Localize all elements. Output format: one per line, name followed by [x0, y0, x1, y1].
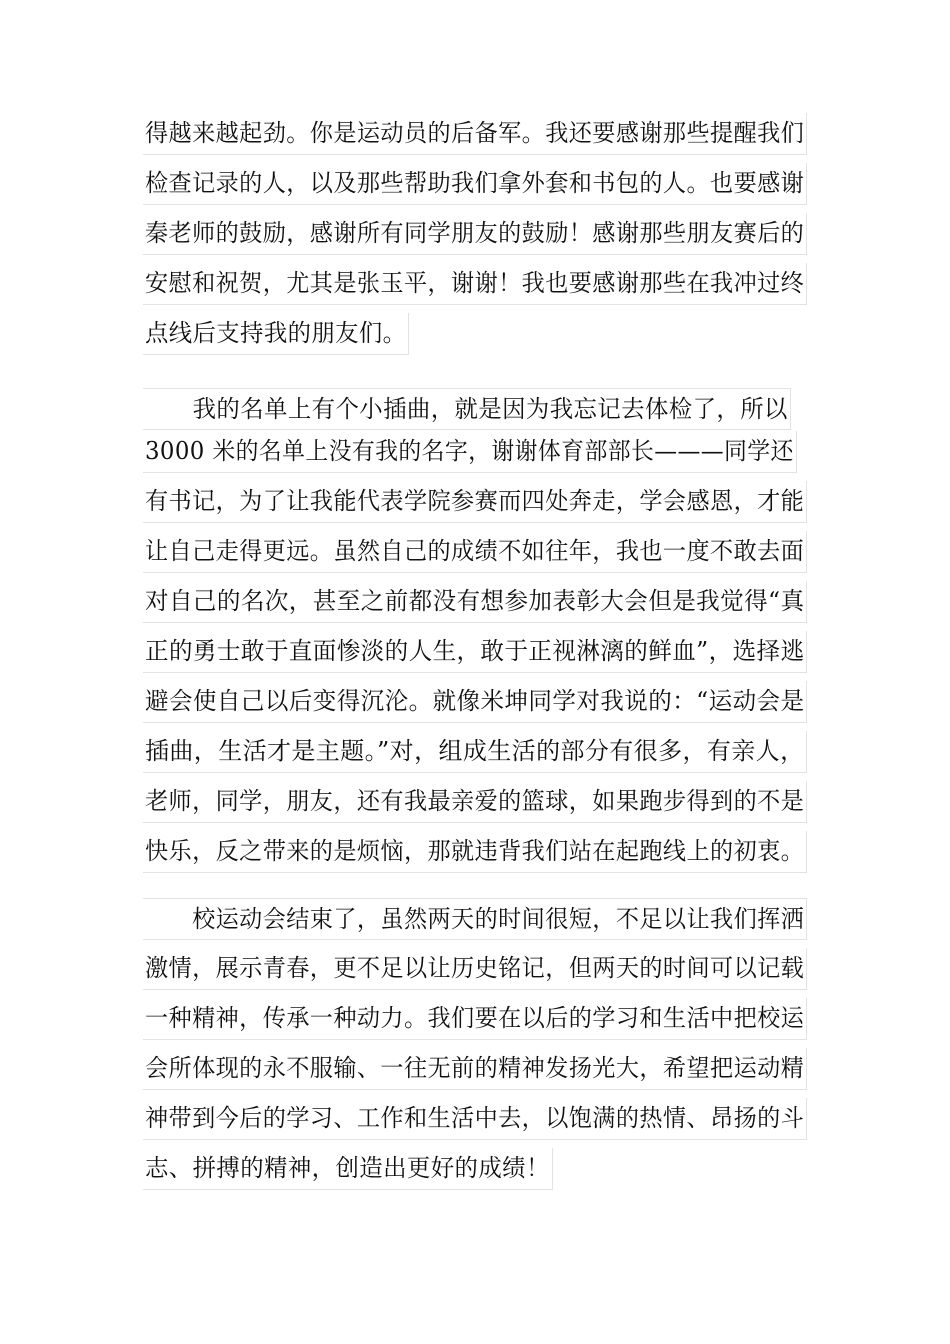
text-line [143, 948, 807, 990]
line-text: 志、拼搏的精神，创造出更好的成绩！ [145, 1154, 550, 1182]
line-text: 快乐，反之带来的是烦恼，那就违背我们站在起跑线上的初衷。 [145, 837, 805, 865]
line-text: 点线后支持我的朋友们。 [145, 319, 407, 347]
line-text: 正的勇士敢于直面惨淡的人生，敢于正视淋漓的鲜血”，选择逃 [145, 637, 805, 665]
text-line [143, 113, 807, 155]
line-text: 一种精神，传承一种动力。我们要在以后的学习和生活中把校运 [145, 1004, 805, 1032]
line-text: 激情，展示青春，更不足以让历史铭记，但两天的时间可以记载 [145, 954, 805, 982]
line-text: 有书记，为了让我能代表学院参赛而四处奔走，学会感恩，才能 [145, 487, 805, 515]
text-line [143, 431, 797, 473]
text-line [143, 313, 409, 355]
text-line [143, 481, 807, 523]
line-text: 我的名单上有个小插曲，就是因为我忘记去体检了，所以 [145, 395, 788, 423]
text-line [143, 831, 807, 873]
line-text: 秦老师的鼓励，感谢所有同学朋友的鼓励！感谢那些朋友赛后的 [145, 219, 805, 247]
text-line [143, 731, 807, 773]
text-line [143, 681, 807, 723]
line-text: 会所体现的永不服输、一往无前的精神发扬光大，希望把运动精 [145, 1054, 805, 1082]
line-text: 检查记录的人，以及那些帮助我们拿外套和书包的人。也要感谢 [145, 169, 805, 197]
text-line [143, 1098, 807, 1140]
text-line [143, 213, 807, 255]
text-line [143, 631, 807, 673]
line-text: 安慰和祝贺，尤其是张玉平，谢谢！我也要感谢那些在我冲过终 [145, 269, 805, 297]
text-line [143, 781, 807, 823]
text-line [143, 1148, 553, 1190]
line-text: 让自己走得更远。虽然自己的成绩不如往年，我也一度不敢去面 [145, 537, 805, 565]
line-text: 插曲，生活才是主题。”对，组成生活的部分有很多，有亲人， [145, 737, 805, 765]
line-text: 3000 米的名单上没有我的名字，谢谢体育部部长———同学还 [145, 437, 794, 465]
text-line [143, 581, 807, 623]
line-text: 避会使自己以后变得沉沦。就像米坤同学对我说的：“运动会是 [145, 687, 805, 715]
line-text: 得越来越起劲。你是运动员的后备军。我还要感谢那些提醒我们 [145, 119, 805, 147]
line-text: 校运动会结束了，虽然两天的时间很短，不足以让我们挥洒 [145, 905, 805, 933]
text-line [143, 388, 791, 430]
line-text: 老师，同学，朋友，还有我最亲爱的篮球，如果跑步得到的不是 [145, 787, 805, 815]
line-text: 对自己的名次，甚至之前都没有想参加表彰大会但是我觉得“真 [145, 587, 805, 615]
text-line [143, 1048, 807, 1090]
line-text: 神带到今后的学习、工作和生活中去，以饱满的热情、昂扬的斗 [145, 1104, 805, 1132]
text-line [143, 163, 807, 205]
text-line [143, 263, 807, 305]
text-line [143, 531, 807, 573]
text-line [143, 998, 807, 1040]
text-line [143, 898, 807, 940]
